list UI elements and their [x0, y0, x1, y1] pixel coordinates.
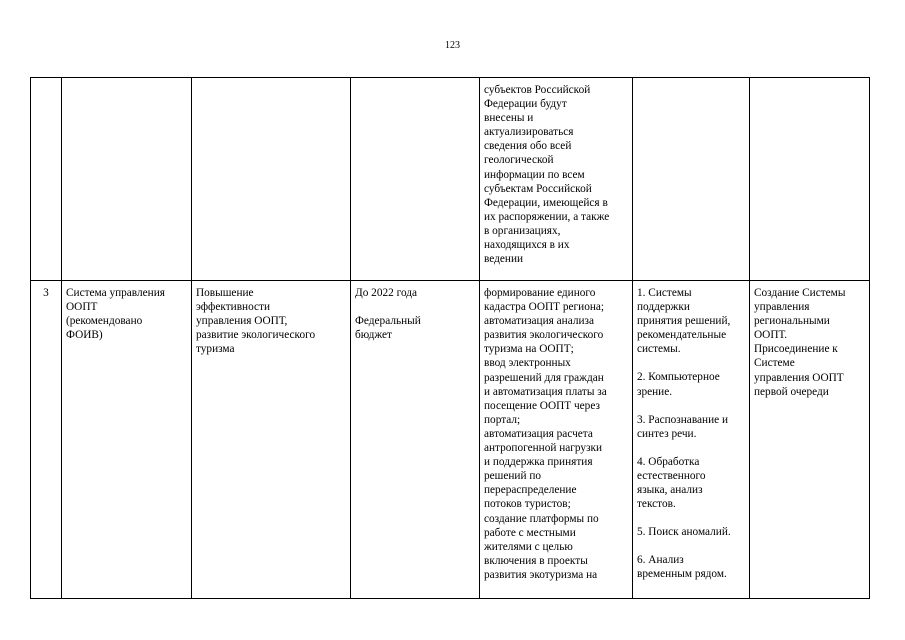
text-line: развития экотуризма на	[484, 568, 598, 581]
text-line: Повышение	[196, 287, 254, 299]
text-line: текстов.	[637, 498, 676, 511]
text-line: эффективности	[196, 301, 270, 314]
text-line: Федерации, имеющейся в	[484, 196, 608, 209]
text-line: жителями с целью	[484, 540, 573, 553]
text-line: автоматизация расчета	[484, 427, 593, 440]
table-row-continuation	[31, 78, 870, 281]
text-line: управления ООПТ,	[196, 315, 288, 328]
text-line: 1. Системы	[637, 287, 692, 299]
text-line: поддержки	[637, 301, 690, 314]
text-line: кадастра ООПТ региона;	[484, 301, 605, 314]
text-line: естественного	[637, 469, 706, 482]
page-number: 123	[445, 40, 460, 51]
text-line: языка, анализ	[637, 484, 703, 497]
text-line: ООПТ.	[754, 329, 788, 342]
text-line: региональными	[754, 315, 830, 328]
cell-activities	[480, 78, 633, 281]
text-line: (рекомендовано	[66, 315, 143, 328]
text-line: ввод электронных	[484, 357, 571, 370]
cell-number	[31, 281, 62, 599]
cell-result	[750, 78, 870, 281]
text-line: ФОИВ)	[66, 329, 103, 342]
text-line: посещение ООПТ через	[484, 399, 600, 412]
text-line: и автоматизация платы за	[484, 385, 607, 398]
text-line: Создание Системы	[754, 287, 846, 299]
text-line: синтез речи.	[637, 427, 697, 440]
cell-technologies	[633, 78, 750, 281]
cell-number	[31, 78, 62, 281]
text-line: создание платформы по	[484, 512, 599, 525]
text-line: формирование единого	[484, 287, 596, 299]
text-line: 3. Распознавание и	[637, 413, 728, 426]
text-line: управления	[754, 301, 810, 314]
text-line: в организациях,	[484, 224, 561, 237]
text-line: разрешений для граждан	[484, 371, 604, 384]
text-line: ООПТ	[66, 301, 98, 314]
text-line: внесены и	[484, 112, 534, 125]
text-line: перераспределение	[484, 484, 577, 497]
text-line: туризма	[196, 343, 235, 356]
plan-table	[30, 77, 870, 599]
text-line: их распоряжении, а также	[484, 210, 610, 223]
text-line: информации по всем	[484, 168, 585, 181]
text-line: ведении	[484, 253, 524, 266]
text-line: первой очереди	[754, 385, 829, 398]
text-line: сведения обо всей	[484, 140, 572, 153]
text-line: принятия решений,	[637, 315, 731, 328]
cell-technologies	[633, 281, 750, 599]
text-line: потоков туристов;	[484, 498, 571, 511]
text-line: Федерации будут	[484, 98, 567, 111]
text-line: Система управления	[66, 287, 165, 299]
text-line: Федеральный	[355, 315, 421, 328]
text-line: решений по	[484, 470, 542, 483]
text-line: Системе	[754, 357, 795, 370]
text-line: развития экологического	[484, 329, 604, 342]
cell-activities	[480, 281, 633, 599]
text-line: работе с местными	[484, 526, 576, 539]
text-line: геологической	[484, 154, 554, 167]
cell-goal	[192, 281, 351, 599]
text-line: включения в проекты	[484, 554, 588, 567]
text-line: управления ООПТ	[754, 371, 844, 384]
cell-deadline	[351, 281, 480, 599]
deadline-text: До 2022 года	[355, 287, 418, 299]
cell-goal	[192, 78, 351, 281]
text-line: субъектам Российской	[484, 182, 592, 195]
text-line: рекомендательные	[637, 329, 727, 342]
text-line: антропогенной нагрузки	[484, 442, 603, 455]
text-line: субъектов Российской	[484, 84, 591, 96]
text-line: системы.	[637, 343, 681, 356]
table-row-3	[31, 281, 870, 599]
text-line: туризма на ООПТ;	[484, 343, 574, 356]
text-line: 2. Компьютерное	[637, 371, 720, 384]
cell-result	[750, 281, 870, 599]
text-line: 5. Поиск аномалий.	[637, 526, 731, 539]
text-line: 6. Анализ	[637, 554, 684, 567]
text-line: актуализироваться	[484, 126, 574, 139]
text-line: 4. Обработка	[637, 455, 700, 468]
text-line: зрение.	[637, 385, 673, 398]
text-line: бюджет	[355, 329, 392, 342]
text-line: и поддержка принятия	[484, 456, 593, 469]
text-line: Присоединение к	[754, 343, 838, 356]
text-line: автоматизация анализа	[484, 315, 594, 328]
row-number: 3	[43, 287, 49, 299]
cell-deadline	[351, 78, 480, 281]
text-line: развитие экологического	[196, 329, 316, 342]
text-line: портал;	[484, 413, 521, 426]
text-line: находящихся в их	[484, 239, 570, 252]
text-line: временным рядом.	[637, 568, 727, 581]
cell-system	[62, 281, 192, 599]
cell-system	[62, 78, 192, 281]
